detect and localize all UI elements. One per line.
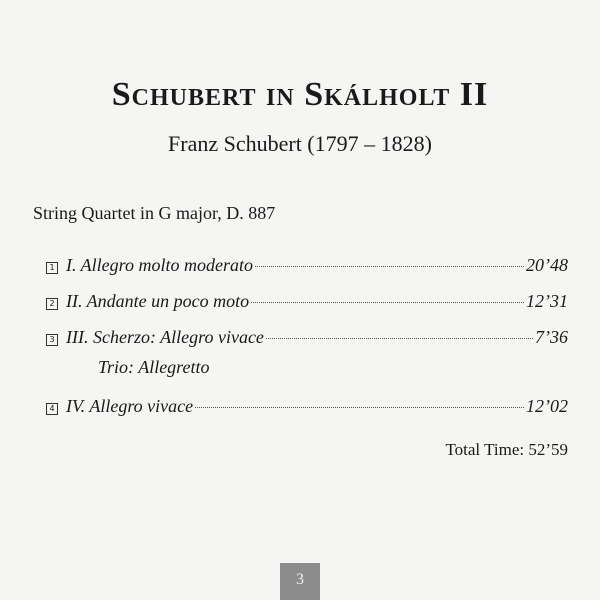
album-title: Schubert in Skálholt II	[111, 76, 489, 113]
track-row	[46, 327, 568, 351]
track-title: III. Scherzo: Allegro vivace	[66, 327, 264, 347]
track-number-box: 4	[46, 403, 58, 415]
track-title: IV. Allegro vivace	[66, 396, 194, 416]
dotted-leader	[266, 338, 533, 339]
track-time: 20’48	[526, 255, 568, 275]
composer-line: Franz Schubert (1797 – 1828)	[168, 131, 432, 156]
track-number-box: 1	[46, 262, 58, 274]
page-number: 3	[280, 563, 320, 600]
track-number-box: 2	[46, 298, 58, 310]
track-row	[46, 396, 568, 420]
track-time: 12’31	[526, 291, 568, 311]
track-row	[46, 291, 568, 315]
track-row	[46, 255, 568, 279]
total-time: Total Time: 52’59	[445, 440, 568, 459]
track-time: 12’02	[526, 396, 568, 416]
dotted-leader	[195, 407, 524, 408]
work-title: String Quartet in G major, D. 887	[33, 203, 276, 223]
dotted-leader	[251, 302, 524, 303]
dotted-leader	[255, 266, 524, 267]
track-number-box: 3	[46, 334, 58, 346]
track-subtitle: Trio: Allegretto	[98, 357, 210, 377]
track-time: 7’36	[535, 327, 568, 347]
track-title: II. Andante un poco moto	[66, 291, 250, 311]
track-title: I. Allegro molto moderato	[66, 255, 253, 275]
